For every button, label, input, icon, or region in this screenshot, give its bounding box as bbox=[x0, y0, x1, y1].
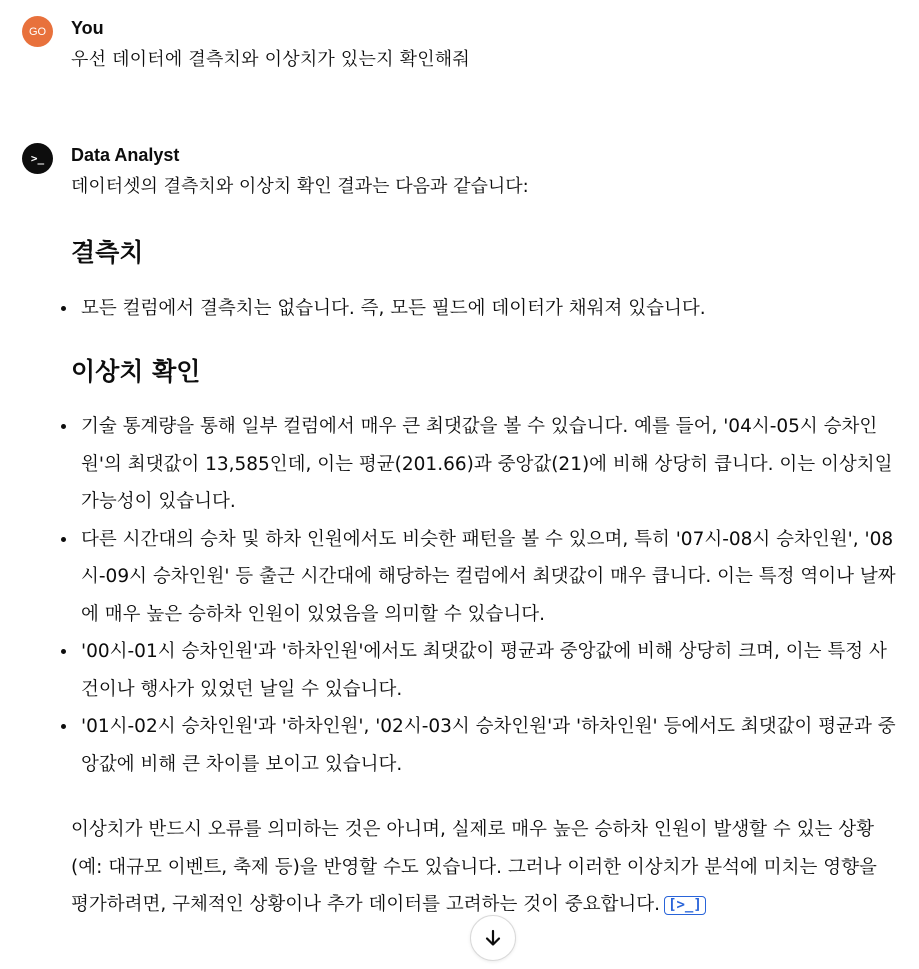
intro-text: 데이터셋의 결측치와 이상치 확인 결과는 다음과 같습니다: bbox=[71, 176, 529, 197]
arrow-down-icon bbox=[483, 928, 503, 948]
assistant-name: Data Analyst bbox=[71, 145, 180, 165]
scroll-down-button[interactable] bbox=[470, 915, 516, 961]
user-message-text: 우선 데이터에 결측치와 이상치가 있는지 확인해줘 bbox=[71, 49, 470, 70]
missing-bullets bbox=[71, 290, 899, 328]
list-item: 다른 시간대의 승차 및 하차 인원에서도 비슷한 패턴을 볼 수 있으며, 특히 '07시-08시 승차인원', '08시-09시 승차인원' 등 출근 시간대에 해당하는 컬럼에서 최댓값이 매우 큽니다. 이는 특정 역이나 날짜에 매우 높은 승하차 인원이 있었음을 의미할 수 있습니다. bbox=[71, 521, 899, 634]
conclusion-text: 이상치가 반드시 오류를 의미하는 것은 아니며, 실제로 매우 높은 승하차 인원이 발생할 수 있는 상황(예: 대규모 이벤트, 축제 등)을 반영할 수도 있습니다. 그러나 이러한 이상치가 분석에 미치는 영향을 평가하려면, 구체적인 상황이나 추가 데이터를 고려하는 것이 중요합니다. bbox=[71, 819, 877, 915]
user-message bbox=[22, 16, 899, 86]
terminal-code-icon[interactable]: [>_] bbox=[664, 896, 706, 915]
list-item: 기술 통계량을 통해 일부 컬럼에서 매우 큰 최댓값을 볼 수 있습니다. 예를 들어, '04시-05시 승차인원'의 최댓값이 13,585인데, 이는 평균(201.66)과 중앙값(21)에 비해 상당히 큽니다. 이는 이상치일 가능성이 있습니다. bbox=[71, 408, 899, 521]
list-item: 모든 컬럼에서 결측치는 없습니다. 즉, 모든 필드에 데이터가 채워져 있습니다. bbox=[71, 290, 899, 328]
section-heading-outliers: 이상치 확인 bbox=[71, 357, 201, 386]
list-item: '01시-02시 승차인원'과 '하차인원', '02시-03시 승차인원'과 '하차인원' 등에서도 최댓값이 평균과 중앙값에 비해 큰 차이를 보이고 있습니다. bbox=[71, 708, 899, 783]
user-avatar: GO bbox=[22, 16, 53, 47]
user-name: You bbox=[71, 18, 104, 38]
outlier-bullets bbox=[71, 408, 899, 783]
section-heading-missing: 결측치 bbox=[71, 238, 144, 267]
assistant-avatar: >_ bbox=[22, 143, 53, 174]
assistant-message bbox=[22, 143, 899, 963]
conclusion-paragraph bbox=[71, 811, 891, 924]
list-item: '00시-01시 승차인원'과 '하차인원'에서도 최댓값이 평균과 중앙값에 비해 상당히 크며, 이는 특정 사건이나 행사가 있었던 날일 수 있습니다. bbox=[71, 633, 899, 708]
